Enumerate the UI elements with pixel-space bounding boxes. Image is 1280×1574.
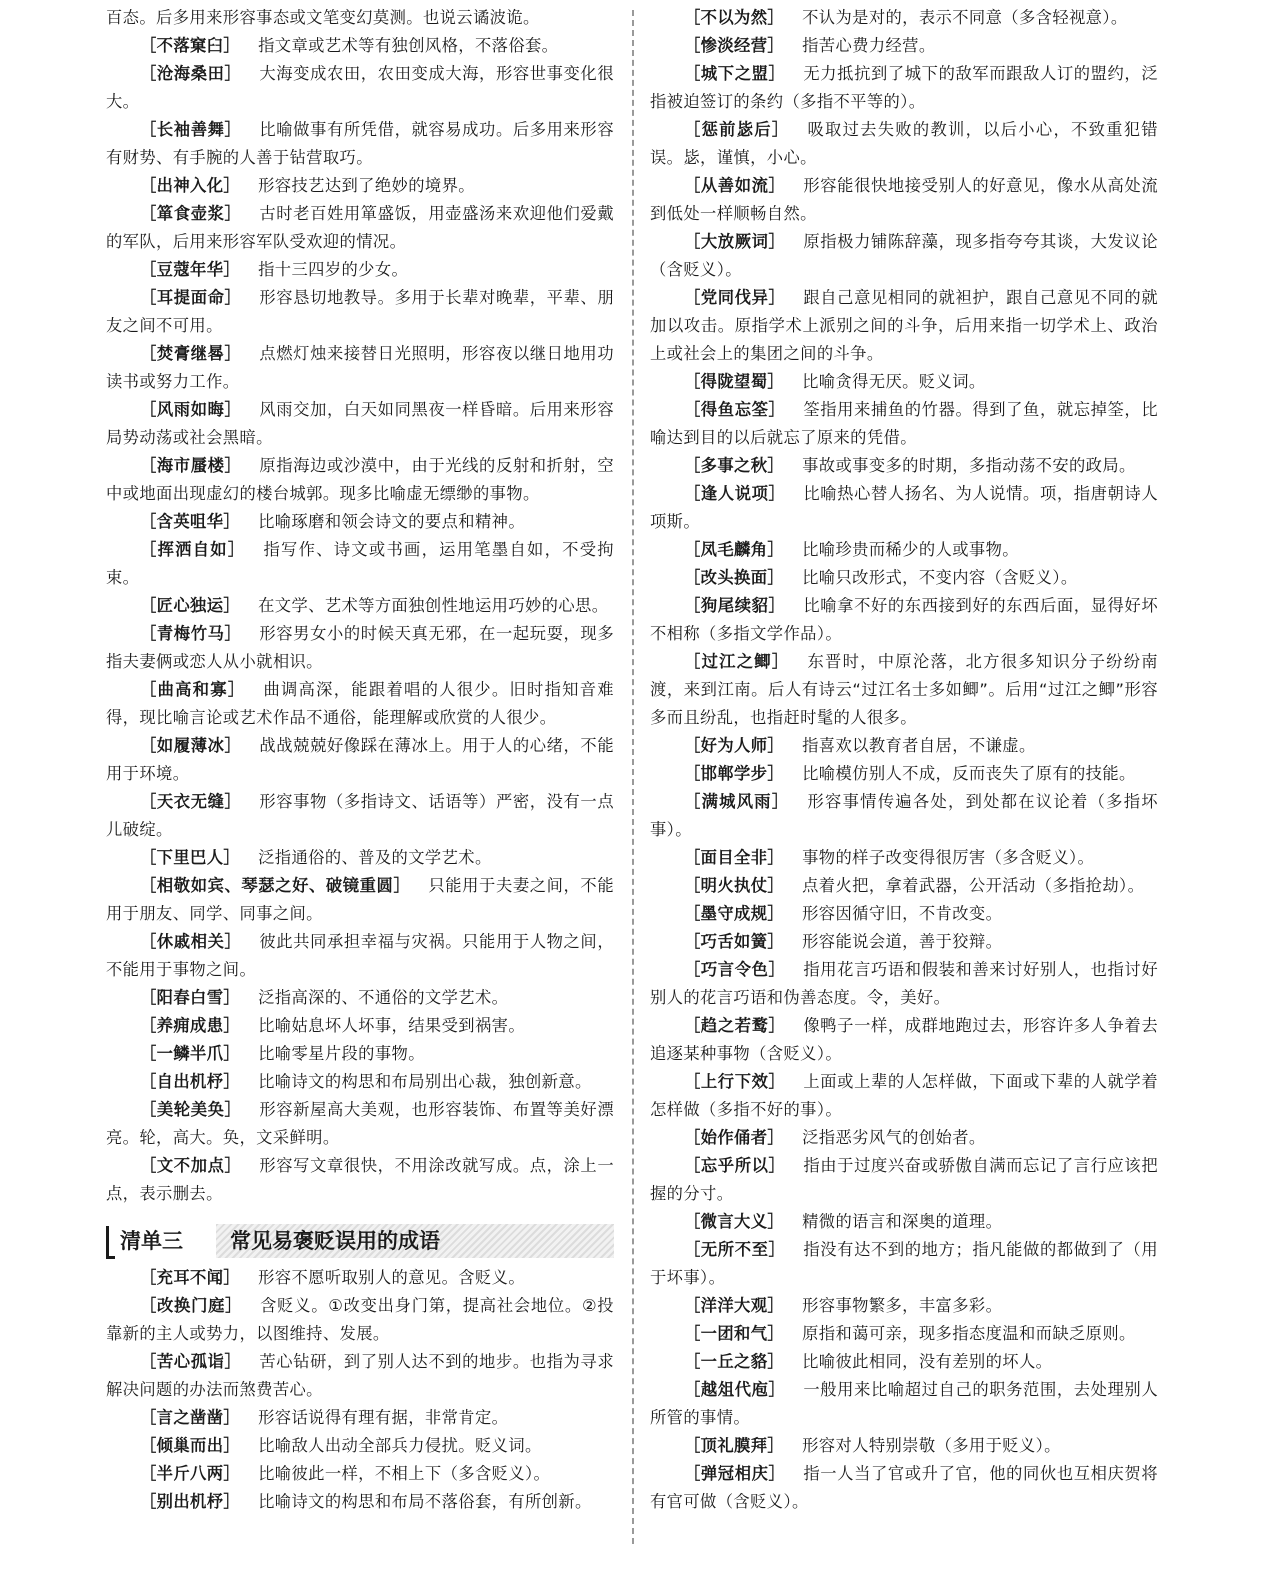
idiom-term: ［阳春白雪］ bbox=[140, 988, 241, 1007]
left-entry-list-after bbox=[106, 1264, 614, 1516]
idiom-definition: 形容写文章很快，不用涂改就写成。点，涂上一点，表示删去。 bbox=[106, 1156, 615, 1203]
idiom-definition: 比喻拿不好的东西接到好的东西后面，显得好坏不相称（多指文学作品）。 bbox=[650, 596, 1159, 643]
idiom-term: ［越俎代庖］ bbox=[684, 1380, 786, 1399]
idiom-term: ［文不加点］ bbox=[140, 1156, 242, 1175]
idiom-entry bbox=[650, 1208, 1158, 1236]
idiom-definition: 形容对人特别崇敬（多用于贬义）。 bbox=[802, 1436, 1061, 1455]
left-column bbox=[106, 4, 614, 1516]
idiom-term: ［逢人说项］ bbox=[684, 484, 786, 503]
idiom-definition: 一般用来比喻超过自己的职务范围，去处理别人所管的事情。 bbox=[650, 1380, 1159, 1427]
idiom-entry bbox=[650, 284, 1158, 368]
idiom-entry bbox=[106, 256, 614, 284]
idiom-entry bbox=[650, 788, 1158, 844]
idiom-entry bbox=[650, 172, 1158, 228]
idiom-entry bbox=[106, 1096, 614, 1152]
idiom-entry bbox=[650, 592, 1158, 648]
idiom-entry bbox=[106, 788, 614, 844]
idiom-term: ［弹冠相庆］ bbox=[684, 1464, 786, 1483]
idiom-entry bbox=[650, 900, 1158, 928]
idiom-definition: 形容能很快地接受别人的好意见，像水从高处流到低处一样顺畅自然。 bbox=[650, 176, 1159, 223]
idiom-entry bbox=[650, 928, 1158, 956]
idiom-entry bbox=[106, 1432, 614, 1460]
idiom-term: ［美轮美奂］ bbox=[140, 1100, 242, 1119]
idiom-term: ［含英咀华］ bbox=[140, 512, 241, 531]
idiom-definition: 比喻珍贵而稀少的人或事物。 bbox=[802, 540, 1019, 559]
idiom-term: ［豆蔻年华］ bbox=[140, 260, 241, 279]
idiom-entry bbox=[106, 340, 614, 396]
idiom-definition: 指喜欢以教育者自居，不谦虚。 bbox=[802, 736, 1036, 755]
idiom-entry bbox=[650, 452, 1158, 480]
idiom-entry bbox=[650, 4, 1158, 32]
idiom-entry bbox=[106, 1068, 614, 1096]
idiom-entry bbox=[106, 172, 614, 200]
idiom-definition: 点着火把，拿着武器，公开活动（多指抢劫）。 bbox=[802, 876, 1145, 895]
idiom-entry bbox=[650, 1012, 1158, 1068]
idiom-definition: 比喻彼此一样，不相上下（多含贬义）。 bbox=[258, 1464, 551, 1483]
idiom-entry bbox=[650, 480, 1158, 536]
idiom-definition: 苦心钻研，到了别人达不到的地步。也指为寻求解决问题的办法而煞费苦心。 bbox=[106, 1352, 615, 1399]
idiom-term: ［青梅竹马］ bbox=[140, 624, 242, 643]
idiom-term: ［挥洒自如］ bbox=[140, 540, 246, 559]
idiom-term: ［惨淡经营］ bbox=[684, 36, 785, 55]
idiom-term: ［从善如流］ bbox=[684, 176, 786, 195]
idiom-term: ［自出机杼］ bbox=[140, 1072, 241, 1091]
idiom-definition: 点燃灯烛来接替日光照明，形容夜以继日地用功读书或努力工作。 bbox=[106, 344, 615, 391]
idiom-term: ［一团和气］ bbox=[684, 1324, 785, 1343]
idiom-definition: 形容不愿听取别人的意见。含贬义。 bbox=[258, 1268, 525, 1287]
idiom-definition: 含贬义。①改变出身门第，提高社会地位。②投靠新的主人或势力，以图维持、发展。 bbox=[106, 1296, 614, 1343]
idiom-definition: 形容男女小的时候天真无邪，在一起玩耍，现多指夫妻俩或恋人从小就相识。 bbox=[106, 624, 615, 671]
idiom-entry bbox=[650, 956, 1158, 1012]
idiom-term: ［巧言令色］ bbox=[684, 960, 786, 979]
idiom-term: ［养痈成患］ bbox=[140, 1016, 241, 1035]
idiom-entry bbox=[106, 732, 614, 788]
idiom-definition: 东晋时，中原沦落，北方很多知识分子纷纷南渡，来到江南。后人有诗云“过江名士多如鲫”。后用“过江之鲫”形容多而且纷乱，也指赶时髦的人很多。 bbox=[650, 652, 1158, 727]
idiom-term: ［改头换面］ bbox=[684, 568, 785, 587]
idiom-definition: 大海变成农田，农田变成大海，形容世事变化很大。 bbox=[106, 64, 615, 111]
idiom-definition: 比喻琢磨和领会诗文的要点和精神。 bbox=[258, 512, 525, 531]
left-entry-list bbox=[106, 4, 614, 1208]
idiom-definition: 比喻姑息坏人坏事，结果受到祸害。 bbox=[258, 1016, 525, 1035]
idiom-term: ［党同伐异］ bbox=[684, 288, 786, 307]
idiom-definition: 指用花言巧语和假装和善来讨好别人，也指讨好别人的花言巧语和伪善态度。令，美好。 bbox=[650, 960, 1159, 1007]
idiom-definition: 原指极力铺陈辞藻，现多指夸夸其谈，大发议论（含贬义）。 bbox=[650, 232, 1159, 279]
idiom-definition: 彼此共同承担幸福与灾祸。只能用于人物之间，不能用于事物之间。 bbox=[106, 932, 615, 979]
idiom-entry bbox=[650, 1320, 1158, 1348]
idiom-term: ［凤毛麟角］ bbox=[684, 540, 785, 559]
idiom-definition: 曲调高深，能跟着唱的人很少。旧时指知音难得，现比喻言论或艺术作品不通俗，能理解或欣赏的人很少。 bbox=[106, 680, 614, 727]
idiom-term: ［半斤八两］ bbox=[140, 1464, 241, 1483]
idiom-term: ［倾巢而出］ bbox=[140, 1436, 241, 1455]
idiom-term: ［满城风雨］ bbox=[684, 792, 790, 811]
idiom-entry bbox=[106, 508, 614, 536]
idiom-definition: 泛指恶劣风气的创始者。 bbox=[802, 1128, 986, 1147]
idiom-term: ［曲高和寡］ bbox=[140, 680, 246, 699]
idiom-definition: 比喻零星片段的事物。 bbox=[258, 1044, 425, 1063]
idiom-definition: 形容恳切地教导。多用于长辈对晚辈，平辈、朋友之间不可用。 bbox=[106, 288, 615, 335]
idiom-entry bbox=[106, 200, 614, 256]
section-title: 常见易褒贬误用的成语 bbox=[216, 1224, 614, 1258]
idiom-term: ［充耳不闻］ bbox=[140, 1268, 241, 1287]
column-divider bbox=[632, 10, 634, 1544]
idiom-entry bbox=[650, 1292, 1158, 1320]
idiom-entry bbox=[106, 844, 614, 872]
idiom-term: ［天衣无缝］ bbox=[140, 792, 242, 811]
idiom-term: ［下里巴人］ bbox=[140, 848, 241, 867]
idiom-entry bbox=[650, 648, 1158, 732]
idiom-entry bbox=[650, 368, 1158, 396]
idiom-definition: 原指海边或沙漠中，由于光线的反射和折射，空中或地面出现虚幻的楼台城郭。现多比喻虚无缥缈的事物。 bbox=[106, 456, 615, 503]
idiom-entry bbox=[106, 536, 614, 592]
idiom-entry bbox=[106, 592, 614, 620]
idiom-entry bbox=[650, 760, 1158, 788]
idiom-definition: 原指和蔼可亲，现多指态度温和而缺乏原则。 bbox=[802, 1324, 1136, 1343]
idiom-entry bbox=[106, 284, 614, 340]
idiom-definition: 比喻热心替人扬名、为人说情。项，指唐朝诗人项斯。 bbox=[650, 484, 1159, 531]
idiom-entry bbox=[650, 1348, 1158, 1376]
idiom-term: ［改换门庭］ bbox=[140, 1296, 243, 1315]
idiom-entry bbox=[650, 32, 1158, 60]
idiom-term: ［洋洋大观］ bbox=[684, 1296, 785, 1315]
idiom-entry bbox=[106, 1012, 614, 1040]
idiom-definition: 无力抵抗到了城下的敌军而跟敌人订的盟约，泛指被迫签订的条约（多指不平等的）。 bbox=[650, 64, 1159, 111]
idiom-entry bbox=[650, 872, 1158, 900]
idiom-definition: 形容事物（多指诗文、话语等）严密，没有一点儿破绽。 bbox=[106, 792, 615, 839]
idiom-term: ［别出机杼］ bbox=[140, 1492, 241, 1511]
idiom-definition: 比喻贪得无厌。贬义词。 bbox=[802, 372, 986, 391]
idiom-term: ［得陇望蜀］ bbox=[684, 372, 785, 391]
idiom-term: ［一鳞半爪］ bbox=[140, 1044, 241, 1063]
idiom-term: ［过江之鲫］ bbox=[684, 652, 790, 671]
idiom-term: ［大放厥词］ bbox=[684, 232, 786, 251]
idiom-definition: 指文章或艺术等有独创风格，不落俗套。 bbox=[258, 36, 559, 55]
idiom-entry bbox=[106, 396, 614, 452]
idiom-definition: 只能用于夫妻之间，不能用于朋友、同学、同事之间。 bbox=[106, 876, 615, 923]
idiom-term: ［微言大义］ bbox=[684, 1212, 785, 1231]
idiom-term: ［箪食壶浆］ bbox=[140, 204, 242, 223]
idiom-definition: 比喻诗文的构思和布局不落俗套，有所创新。 bbox=[258, 1492, 592, 1511]
idiom-definition: 形容话说得有理有据，非常肯定。 bbox=[258, 1408, 509, 1427]
idiom-definition: 形容能说会道，善于狡辩。 bbox=[802, 932, 1003, 951]
idiom-term: ［休戚相关］ bbox=[140, 932, 242, 951]
idiom-definition: 形容新屋高大美观，也形容装饰、布置等美好漂亮。轮，高大。奂，文采鲜明。 bbox=[106, 1100, 615, 1147]
idiom-entry bbox=[650, 60, 1158, 116]
idiom-definition: 形容事物繁多，丰富多彩。 bbox=[802, 1296, 1003, 1315]
idiom-entry bbox=[106, 1292, 614, 1348]
idiom-term: ［长袖善舞］ bbox=[140, 120, 242, 139]
idiom-definition: 泛指高深的、不通俗的文学艺术。 bbox=[258, 988, 509, 1007]
idiom-term: ［始作俑者］ bbox=[684, 1128, 785, 1147]
idiom-term: ［狗尾续貂］ bbox=[684, 596, 786, 615]
idiom-entry bbox=[650, 564, 1158, 592]
idiom-entry bbox=[650, 228, 1158, 284]
idiom-term: ［言之凿凿］ bbox=[140, 1408, 241, 1427]
idiom-term: ［墨守成规］ bbox=[684, 904, 785, 923]
idiom-term: ［匠心独运］ bbox=[140, 596, 241, 615]
idiom-definition: 比喻彼此相同，没有差别的坏人。 bbox=[802, 1352, 1053, 1371]
idiom-definition: 指写作、诗文或书画，运用笔墨自如，不受拘束。 bbox=[106, 540, 614, 587]
section-bracket bbox=[106, 1226, 115, 1259]
idiom-entry bbox=[106, 984, 614, 1012]
idiom-term: ［明火执仗］ bbox=[684, 876, 785, 895]
idiom-definition: 指由于过度兴奋或骄傲自满而忘记了言行应该把握的分寸。 bbox=[650, 1156, 1159, 1203]
idiom-term: ［一丘之貉］ bbox=[684, 1352, 785, 1371]
idiom-term: ［无所不至］ bbox=[684, 1240, 786, 1259]
idiom-entry bbox=[106, 1264, 614, 1292]
idiom-definition: 事物的样子改变得很厉害（多含贬义）。 bbox=[802, 848, 1095, 867]
idiom-definition: 百态。后多用来形容事态或文笔变幻莫测。也说云谲波诡。 bbox=[106, 8, 540, 27]
idiom-term: ［城下之盟］ bbox=[684, 64, 786, 83]
idiom-term: ［海市蜃楼］ bbox=[140, 456, 242, 475]
idiom-term: ［耳提面命］ bbox=[140, 288, 242, 307]
idiom-term: ［不落窠臼］ bbox=[140, 36, 241, 55]
idiom-definition: 形容技艺达到了绝妙的境界。 bbox=[258, 176, 475, 195]
section-header bbox=[106, 1222, 614, 1260]
idiom-term: ［不以为然］ bbox=[684, 8, 785, 27]
idiom-term: ［邯郸学步］ bbox=[684, 764, 785, 783]
idiom-entry bbox=[106, 620, 614, 676]
idiom-definition: 古时老百姓用箪盛饭，用壶盛汤来欢迎他们爱戴的军队，后用来形容军队受欢迎的情况。 bbox=[106, 204, 615, 251]
idiom-entry bbox=[650, 116, 1158, 172]
idiom-entry bbox=[106, 676, 614, 732]
idiom-entry bbox=[650, 732, 1158, 760]
idiom-term: ［焚膏继晷］ bbox=[140, 344, 242, 363]
idiom-definition: 比喻只改形式，不变内容（含贬义）。 bbox=[802, 568, 1078, 587]
idiom-entry bbox=[650, 1376, 1158, 1432]
idiom-term: ［趋之若鹜］ bbox=[684, 1016, 786, 1035]
idiom-entry bbox=[650, 844, 1158, 872]
idiom-term: ［面目全非］ bbox=[684, 848, 785, 867]
idiom-definition: 不认为是对的，表示不同意（多含轻视意）。 bbox=[802, 8, 1128, 27]
idiom-entry bbox=[106, 928, 614, 984]
idiom-term: ［苦心孤诣］ bbox=[140, 1352, 242, 1371]
idiom-definition: 战战兢兢好像踩在薄冰上。用于人的心绪，不能用于环境。 bbox=[106, 736, 615, 783]
idiom-term: ［上行下效］ bbox=[684, 1072, 786, 1091]
idiom-entry bbox=[106, 32, 614, 60]
idiom-definition: 比喻诗文的构思和布局别出心裁，独创新意。 bbox=[258, 1072, 592, 1091]
idiom-term: ［顶礼膜拜］ bbox=[684, 1436, 785, 1455]
idiom-entry bbox=[106, 1404, 614, 1432]
idiom-term: ［相敬如宾、琴瑟之好、破镜重圆］ bbox=[140, 876, 411, 895]
idiom-term: ［如履薄冰］ bbox=[140, 736, 242, 755]
idiom-definition: 风雨交加，白天如同黑夜一样昏暗。后用来形容局势动荡或社会黑暗。 bbox=[106, 400, 615, 447]
idiom-entry bbox=[106, 1348, 614, 1404]
idiom-definition: 在文学、艺术等方面独创性地运用巧妙的心思。 bbox=[258, 596, 609, 615]
idiom-entry bbox=[650, 1432, 1158, 1460]
idiom-definition: 指苦心费力经营。 bbox=[802, 36, 936, 55]
idiom-entry bbox=[106, 452, 614, 508]
idiom-entry bbox=[650, 396, 1158, 452]
idiom-entry bbox=[106, 1460, 614, 1488]
idiom-term: ［好为人师］ bbox=[684, 736, 785, 755]
idiom-definition: 比喻模仿别人不成，反而丧失了原有的技能。 bbox=[802, 764, 1136, 783]
idiom-term: ［出神入化］ bbox=[140, 176, 241, 195]
idiom-entry bbox=[106, 1040, 614, 1068]
idiom-definition: 事故或事变多的时期，多指动荡不安的政局。 bbox=[802, 456, 1136, 475]
idiom-entry bbox=[106, 116, 614, 172]
idiom-definition: 精微的语言和深奥的道理。 bbox=[802, 1212, 1003, 1231]
idiom-term: ［沧海桑田］ bbox=[140, 64, 242, 83]
idiom-definition: 形容事情传遍各处，到处都在议论着（多指坏事）。 bbox=[650, 792, 1158, 839]
idiom-entry bbox=[106, 4, 614, 32]
idiom-entry bbox=[650, 1068, 1158, 1124]
idiom-definition: 指没有达不到的地方；指凡能做的都做到了（用于坏事）。 bbox=[650, 1240, 1159, 1287]
idiom-term: ［忘乎所以］ bbox=[684, 1156, 786, 1175]
idiom-term: ［风雨如晦］ bbox=[140, 400, 242, 419]
idiom-definition: 指一人当了官或升了官，他的同伙也互相庆贺将有官可做（含贬义）。 bbox=[650, 1464, 1159, 1511]
idiom-definition: 泛指通俗的、普及的文学艺术。 bbox=[258, 848, 492, 867]
idiom-definition: 形容因循守旧，不肯改变。 bbox=[802, 904, 1003, 923]
idiom-definition: 比喻敌人出动全部兵力侵扰。贬义词。 bbox=[258, 1436, 542, 1455]
idiom-entry bbox=[650, 1236, 1158, 1292]
idiom-definition: 指十三四岁的少女。 bbox=[258, 260, 409, 279]
right-entry-list bbox=[650, 4, 1158, 1516]
idiom-entry bbox=[106, 60, 614, 116]
idiom-term: ［惩前毖后］ bbox=[684, 120, 790, 139]
idiom-term: ［巧舌如簧］ bbox=[684, 932, 785, 951]
idiom-entry bbox=[106, 1152, 614, 1208]
idiom-definition: 筌指用来捕鱼的竹器。得到了鱼，就忘掉筌，比喻达到目的以后就忘了原来的凭借。 bbox=[650, 400, 1159, 447]
idiom-entry bbox=[650, 1124, 1158, 1152]
idiom-term: ［得鱼忘筌］ bbox=[684, 400, 786, 419]
idiom-entry bbox=[106, 1488, 614, 1516]
idiom-entry bbox=[650, 1460, 1158, 1516]
idiom-definition: 跟自己意见相同的就袒护，跟自己意见不同的就加以攻击。原指学术上派别之间的斗争，后用来指一切学术上、政治上或社会上的集团之间的斗争。 bbox=[650, 288, 1159, 363]
idiom-definition: 像鸭子一样，成群地跑过去，形容许多人争着去追逐某种事物（含贬义）。 bbox=[650, 1016, 1159, 1063]
idiom-term: ［多事之秋］ bbox=[684, 456, 785, 475]
idiom-entry bbox=[650, 1152, 1158, 1208]
idiom-entry bbox=[650, 536, 1158, 564]
idiom-definition: 上面或上辈的人怎样做，下面或下辈的人就学着怎样做（多指不好的事）。 bbox=[650, 1072, 1159, 1119]
idiom-definition: 比喻做事有所凭借，就容易成功。后多用来形容有财势、有手腕的人善于钻营取巧。 bbox=[106, 120, 615, 167]
idiom-entry bbox=[106, 872, 614, 928]
right-column bbox=[650, 4, 1158, 1516]
idiom-definition: 吸取过去失败的教训，以后小心，不致重犯错误。毖，谨慎，小心。 bbox=[650, 120, 1158, 167]
section-label: 清单三 bbox=[120, 1229, 183, 1253]
